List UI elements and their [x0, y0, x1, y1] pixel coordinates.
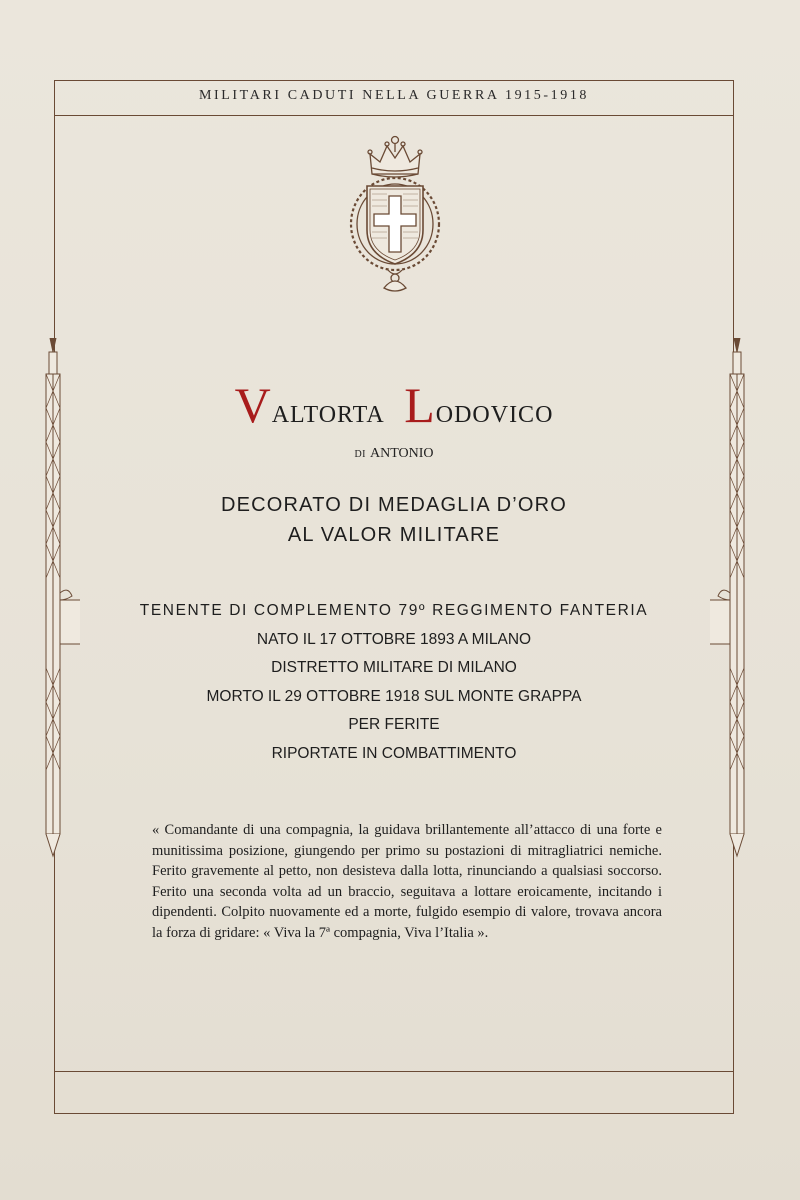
footer-rule: [55, 1071, 733, 1072]
medal-line: AL VALOR MILITARE: [287, 524, 501, 546]
first-name-initial: V: [234, 377, 272, 433]
header-rule: [55, 115, 733, 116]
death-line: MORTO IL 29 OTTOBRE 1918 SUL MONTE GRAPPA: [206, 687, 582, 705]
birth-line: NATO IL 17 OTTOBRE 1893 A MILANO: [256, 630, 532, 648]
first-name-rest: altorta: [271, 393, 385, 430]
soldier-name: [54, 376, 734, 434]
father-name: ANTONIO: [370, 446, 434, 461]
rank-regiment: TENENTE DI COMPLEMENTO 79º REGGIMENTO FANTERIA: [139, 602, 649, 619]
medal-citation: « Comandante di una compagnia, la guidava brillantemente all’attacco di una forte e munitissima posizione, giungendo per primo su postazioni di mitragliatrici nemiche. Ferito gravemente al petto, non desisteva dalla lotta, rinunciando a qualsiasi soccorso. Ferito una seconda volta ad un braccio, seguitava a lottare eroicamente, incitando i dipendenti. Colpito nuovamente ed a morte, fulgido esempio di valore, trovava ancora la forza di gridare: « Viva la 7ª compagnia, Viva l’Italia ».: [152, 822, 662, 941]
father-prefix: DI: [354, 449, 367, 460]
medal-decoration: [54, 490, 734, 550]
cause-line: PER FERITE: [348, 716, 440, 733]
last-name-rest: odovico: [435, 393, 554, 430]
page-header: MILITARI CADUTI NELLA GUERRA 1915-1918: [198, 88, 590, 103]
father-line: [54, 446, 734, 462]
district-line: DISTRETTO MILITARE DI MILANO: [271, 659, 517, 676]
service-details: [54, 597, 734, 768]
savoy-coat-of-arms-icon: [340, 128, 450, 296]
last-name-initial: L: [404, 377, 436, 433]
medal-line: DECORATO DI MEDAGLIA D’ORO: [220, 494, 568, 516]
cause-line-2: RIPORTATE IN COMBATTIMENTO: [271, 744, 517, 762]
